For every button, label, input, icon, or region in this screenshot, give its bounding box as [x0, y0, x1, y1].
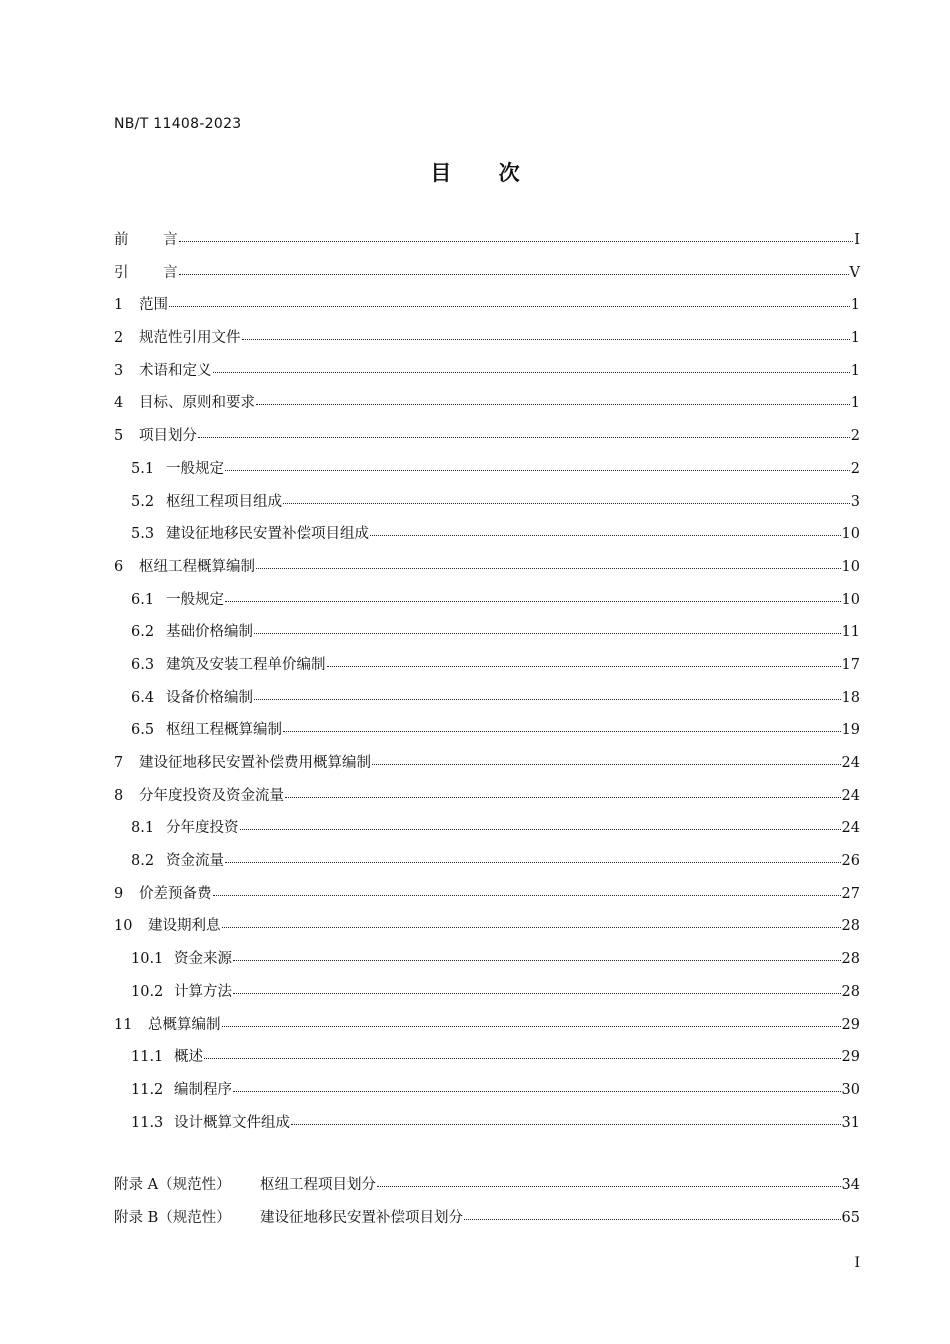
toc-leader-dots — [464, 1218, 841, 1220]
toc-entry-label: 基础价格编制 — [166, 624, 253, 641]
toc-entry-label: 设备价格编制 — [166, 689, 253, 706]
toc-entry-number: 10 — [114, 918, 133, 935]
toc-entry[interactable] — [114, 224, 860, 257]
toc-leader-dots — [222, 926, 841, 928]
toc-entry-number: 6 — [114, 558, 124, 575]
table-of-contents — [114, 224, 860, 1235]
toc-entry-page: 1 — [850, 362, 860, 379]
toc-entry-label: 枢纽工程概算编制 — [139, 558, 255, 575]
toc-entry-label: 规范性引用文件 — [139, 330, 241, 347]
toc-entry-label: 建设期利息 — [148, 918, 221, 935]
toc-entry-number: 11.3 — [131, 1114, 164, 1131]
toc-entry-number: 6.1 — [131, 591, 155, 608]
toc-entry-number: 5 — [114, 428, 124, 445]
toc-entry[interactable] — [114, 714, 860, 747]
toc-entry-page: V — [849, 264, 860, 281]
toc-entry[interactable] — [114, 747, 860, 780]
toc-entry[interactable] — [114, 1202, 860, 1235]
toc-entry[interactable] — [114, 682, 860, 715]
toc-entry-number: 5.2 — [131, 493, 155, 510]
toc-entry-page: 1 — [850, 395, 860, 412]
toc-entry[interactable] — [114, 387, 860, 420]
toc-entry[interactable] — [114, 486, 860, 519]
toc-entry[interactable] — [114, 976, 860, 1009]
toc-leader-dots — [204, 1057, 841, 1059]
toc-leader-dots — [254, 698, 841, 700]
toc-leader-dots — [225, 861, 841, 863]
toc-entry-page: 29 — [841, 1049, 860, 1066]
toc-entry-number: 6.4 — [131, 689, 155, 706]
toc-entry-label: 分年度投资及资金流量 — [139, 787, 284, 804]
toc-entry-label: 建设征地移民安置补偿费用概算编制 — [139, 755, 371, 771]
toc-entry-page: 26 — [841, 853, 860, 870]
toc-entry[interactable] — [114, 420, 860, 453]
toc-entry-page: 10 — [841, 526, 860, 543]
toc-entry[interactable] — [114, 1107, 860, 1140]
toc-entry-number: 11 — [114, 1016, 133, 1033]
toc-entry-label: 设计概算文件组成 — [174, 1114, 290, 1131]
page-number: I — [854, 1255, 860, 1271]
toc-leader-dots — [283, 502, 850, 504]
toc-entry-number: 2 — [114, 330, 124, 347]
toc-entry-number: 附录 B（规范性） — [114, 1209, 231, 1226]
toc-entry[interactable] — [114, 257, 860, 290]
toc-entry-label: 范围 — [139, 297, 168, 314]
toc-entry-page: 17 — [841, 656, 860, 673]
toc-entry[interactable] — [114, 780, 860, 813]
toc-leader-dots — [169, 305, 850, 307]
toc-leader-dots — [225, 469, 850, 471]
toc-entry-number: 10.1 — [131, 951, 164, 968]
toc-entry-page: 2 — [850, 428, 860, 445]
toc-entry[interactable] — [114, 616, 860, 649]
toc-entry-page: 11 — [841, 624, 860, 641]
toc-entry[interactable] — [114, 355, 860, 388]
toc-entry-page: I — [854, 232, 860, 248]
toc-entry[interactable] — [114, 1074, 860, 1107]
toc-entry[interactable] — [114, 518, 860, 551]
toc-leader-dots — [233, 992, 841, 994]
toc-entry-page: 18 — [841, 689, 860, 706]
toc-entry-number: 1 — [114, 297, 124, 314]
appendix-spacer — [114, 1139, 860, 1169]
toc-leader-dots — [377, 1185, 841, 1187]
toc-leader-dots — [372, 763, 841, 765]
toc-entry-label: 分年度投资 — [166, 820, 239, 837]
toc-entry-page: 24 — [841, 787, 860, 804]
toc-entry-label: 计算方法 — [174, 983, 232, 1000]
toc-leader-dots — [242, 338, 850, 340]
toc-leader-dots — [213, 371, 850, 373]
toc-entry-label: 枢纽工程项目划分 — [260, 1177, 376, 1194]
toc-entry[interactable] — [114, 1169, 860, 1202]
toc-entry-label: 引 言 — [114, 264, 193, 281]
page-title: 目 次 — [430, 161, 540, 185]
toc-entry-label: 术语和定义 — [139, 362, 212, 379]
toc-entry[interactable] — [114, 584, 860, 617]
toc-entry[interactable] — [114, 845, 860, 878]
toc-entry-label: 前 言 — [114, 232, 193, 248]
toc-entry-label: 目标、原则和要求 — [139, 395, 255, 412]
toc-entry-number: 9 — [114, 885, 124, 902]
toc-leader-dots — [198, 436, 850, 438]
toc-entry[interactable] — [114, 551, 860, 584]
toc-entry-page: 31 — [841, 1114, 860, 1131]
toc-entry-number: 6.3 — [131, 656, 155, 673]
toc-entry-label: 建设征地移民安置补偿项目组成 — [166, 526, 369, 543]
toc-entry-label: 价差预备费 — [139, 885, 212, 902]
toc-leader-dots — [327, 665, 841, 667]
toc-entry[interactable] — [114, 322, 860, 355]
toc-entry-label: 概述 — [174, 1049, 203, 1066]
toc-entry-label: 建筑及安装工程单价编制 — [166, 656, 326, 673]
toc-entry[interactable] — [114, 878, 860, 911]
toc-entry-number: 5.1 — [131, 460, 155, 477]
toc-entry-page: 27 — [841, 885, 860, 902]
toc-entry-page: 34 — [841, 1177, 860, 1194]
toc-entry[interactable] — [114, 1009, 860, 1042]
toc-entry-number: 11.2 — [131, 1081, 164, 1098]
toc-leader-dots — [233, 959, 841, 961]
toc-leader-dots — [213, 894, 841, 896]
toc-entry-label: 资金流量 — [166, 853, 224, 870]
toc-leader-dots — [179, 240, 854, 242]
toc-entry-page: 1 — [850, 330, 860, 347]
toc-entry-label: 一般规定 — [166, 591, 224, 608]
toc-entry-number: 8.1 — [131, 820, 155, 837]
toc-entry-label: 总概算编制 — [148, 1016, 221, 1033]
toc-leader-dots — [222, 1025, 841, 1027]
toc-entry[interactable] — [114, 943, 860, 976]
toc-leader-dots — [179, 273, 849, 275]
toc-entry-label: 项目划分 — [139, 428, 197, 445]
toc-entry[interactable] — [114, 289, 860, 322]
toc-leader-dots — [240, 828, 841, 830]
toc-entry-page: 3 — [850, 493, 860, 510]
toc-entry-number: 8.2 — [131, 853, 155, 870]
toc-entry[interactable] — [114, 910, 860, 943]
toc-entry-label: 资金来源 — [174, 951, 232, 968]
toc-entry-number: 3 — [114, 362, 124, 379]
toc-leader-dots — [370, 534, 841, 536]
toc-leader-dots — [225, 600, 841, 602]
toc-entry-number: 10.2 — [131, 983, 164, 1000]
toc-leader-dots — [256, 567, 841, 569]
toc-entry-page: 28 — [841, 918, 860, 935]
toc-entry-page: 2 — [850, 460, 860, 477]
toc-entry-number: 5.3 — [131, 526, 155, 543]
toc-entry-page: 10 — [841, 591, 860, 608]
toc-entry-number: 6.2 — [131, 624, 155, 641]
toc-entry-number: 6.5 — [131, 722, 155, 739]
toc-entry-page: 28 — [841, 983, 860, 1000]
toc-entry-page: 29 — [841, 1016, 860, 1033]
toc-leader-dots — [254, 632, 841, 634]
toc-entry-label: 建设征地移民安置补偿项目划分 — [260, 1209, 463, 1226]
toc-entry-page: 24 — [841, 820, 860, 837]
toc-entry-page: 65 — [841, 1209, 860, 1226]
toc-entry[interactable] — [114, 812, 860, 845]
toc-entry-page: 10 — [841, 558, 860, 575]
toc-entry-number: 8 — [114, 787, 124, 804]
toc-entry-number: 附录 A（规范性） — [114, 1177, 231, 1194]
toc-entry-page: 19 — [841, 722, 860, 739]
toc-leader-dots — [283, 730, 841, 732]
toc-entry-number: 11.1 — [131, 1049, 164, 1066]
toc-entry-page: 1 — [850, 297, 860, 314]
toc-entry-label: 编制程序 — [174, 1081, 232, 1098]
toc-entry-label: 枢纽工程项目组成 — [166, 493, 282, 510]
toc-entry-page: 30 — [841, 1081, 860, 1098]
toc-entry-page: 24 — [841, 755, 860, 771]
toc-entry-page: 28 — [841, 951, 860, 968]
toc-entry-label: 枢纽工程概算编制 — [166, 722, 282, 739]
toc-entry[interactable] — [114, 649, 860, 682]
toc-entry[interactable] — [114, 1041, 860, 1074]
toc-entry-number: 7 — [114, 755, 124, 771]
toc-entry-number: 4 — [114, 395, 124, 412]
toc-leader-dots — [233, 1090, 841, 1092]
toc-leader-dots — [256, 403, 850, 405]
toc-entry-label: 一般规定 — [166, 460, 224, 477]
toc-leader-dots — [285, 796, 841, 798]
toc-entry[interactable] — [114, 453, 860, 486]
standard-code: NB/T 11408-2023 — [114, 116, 242, 132]
toc-leader-dots — [291, 1123, 841, 1125]
